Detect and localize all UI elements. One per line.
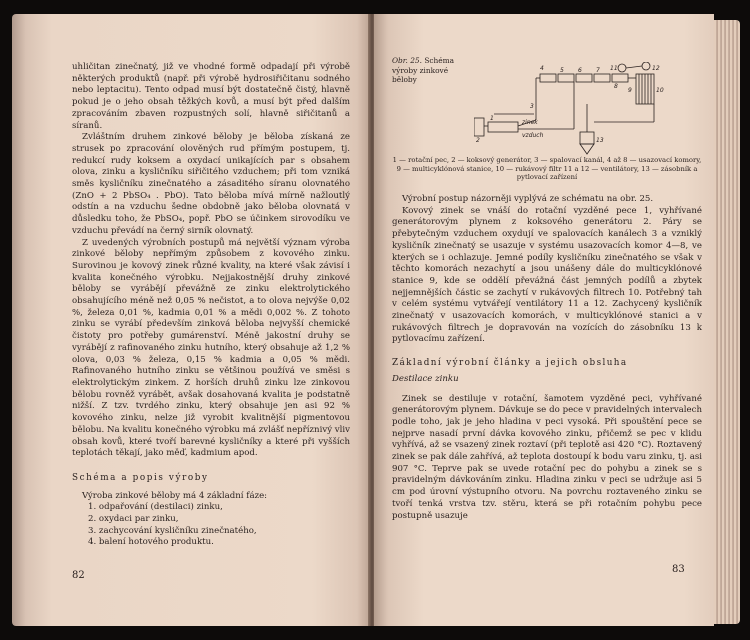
list-intro: Výroba zinkové běloby má 4 základní fáze:	[82, 490, 268, 501]
figure-caption	[392, 56, 462, 85]
section-heading: Schéma a popis výroby	[72, 472, 209, 483]
label-vzduch: vzduch	[522, 132, 544, 139]
label-4: 4	[540, 65, 544, 72]
coke-generator-2	[474, 118, 484, 136]
label-9: 9	[628, 87, 632, 94]
label-7: 7	[596, 67, 600, 74]
label-11: 11	[610, 65, 618, 72]
paragraph: Výrobní postup názorněji vyplývá ze schématu na obr. 25.	[402, 194, 654, 204]
fan-11	[618, 64, 626, 72]
label-6: 6	[578, 67, 582, 74]
figure-number: Obr. 25.	[392, 56, 422, 65]
label-10: 10	[656, 87, 664, 94]
right-text-block	[392, 194, 702, 522]
right-page	[374, 14, 714, 626]
phase-list	[72, 502, 350, 549]
list-item: 1. odpařování (destilaci) zinku,	[88, 502, 223, 513]
label-8: 8	[614, 83, 618, 90]
left-text-block	[72, 62, 350, 549]
page-number: 83	[672, 564, 685, 575]
process-diagram	[474, 62, 704, 162]
figure-legend: 1 — rotační pec, 2 — koksový generátor, 3 — spalovací kanál, 4 až 8 — usazovací komory, 9 — multicyklónová stanice, 10 — rukávový filtr 11 a 12 — ventilátory, 13 — zásobník a pytlovací zařízení	[392, 156, 702, 182]
fan-12	[642, 62, 650, 70]
paragraph: Kovový zinek se vnáší do rotační vyzděné pece 1, vyhřívané generátorovým plynem z koksového generátoru 2. Páry se přebytečným vzduchem oxydují ve spalovacích kanálech 3 a vzniklý kysličník zinečnatý se usazuje v systému usazovacích komor 4—8, ve kterých se i ochlazuje. Jemné podíly kysličníku zinečnatého se však v těchto komorách nezachytí a jsou unášeny dále do multicyklónové stanice 9, kde se oddělí převážná část jemných podílů a zbytek nejjemnějších částic se zachytí v rukávových filtrech 10. Potřebný tah v celém systému vytvářejí ventilátory 11 a 12. Zachycený kysličník zinečnatý v usazovacích komorách, v multicyklónové stanici a v rukávových filtrech je dopravován na vozících do zásobníku 13 k pytlovacímu zařízení.	[392, 205, 702, 345]
figure-title: Schéma výroby zinkové běloby	[392, 56, 455, 84]
label-2: 2	[476, 137, 480, 144]
settling-chamber-8	[612, 74, 628, 82]
paragraph: Zinek se destiluje v rotační, šamotem vyzděné peci, vyhřívané generátorovým plynem. Dávkuje se do pece v pravidelných intervalech podle toho, jak je jeho hladina v peci vysoká. Při spouštění pece se nejprve nasadí první dávka kovového zinku, přičemž se pec v klidu vyhřívá, až se vsazený zinek roztaví (při teplotě asi 420 °C). Roztavený zinek se pak dále zahřívá, až teplota dostoupí k bodu varu zinku, tj. asi 907 °C. Teprve pak se uvede rotační pec do pohybu a zinek se s pravidelným dávkováním zinku. Hladina zinku v peci se udržuje asi 5 cm pod úrovní výstupního otvoru. Na povrchu roztaveného zinku se tvoří tenká vrstva tzv. stěru, která se při rotačním pohybu pece postupně usazuje	[392, 393, 702, 521]
open-book	[12, 14, 740, 634]
settling-chamber-4	[540, 74, 556, 82]
label-5: 5	[560, 67, 564, 74]
label-1: 1	[490, 115, 494, 122]
paragraph: Z uvedených výrobních postupů má největší význam výroba zinkové běloby nepřímým způsobem z kovového zinku. Surovinou je kovový zinek různé kvality, na které však závisí i kvalita konečného výrobku. Nejjakostnější druhy zinkové běloby se vyrábějí převážně ze zinku elektrolytického obsahujícího méně než 0,05 % nečistot, a to olova nejvýše 0,02 %, železa 0,01 %, kadmia 0,01 % a mědi 0,002 %. Z tohoto zinku se vyrábí především zinková běloba nejvyšší chemické čistoty pro potřeby gumárenství. Méně jakostní druhy se vyrábějí z rafinovaného zinku hutního, který obsahuje až 1,2 % olova, 0,03 % železa, 0,15 % kadmia a 0,05 % mědi. Rafinovaného hutního zinku se většinou používá ve směsi s elektrolytickým zinkem. Z horších druhů zinku lze zinkovou bělobu rovněž vyrábět, avšak dosahovaná kvalita je podstatně nižší. Z tzv. tvrdého zinku, který obsahuje jen asi 92 % kovového zinku, nelze již vyrobit kvalitnější pigmentovou bělobu. Na kvalitu konečného výrobku má zvlášť nepříznivý vliv obsah kovů, které tvoří barevné kysličníky a které při vyšších teplotách těkají, jako měď, kadmium apod.	[72, 237, 350, 459]
list-item: 3. zachycování kysličníku zinečnatého,	[88, 525, 257, 536]
paragraph: Zvláštním druhem zinkové běloby je běloba získaná ze strusek po zpracování olověných rud přímým postupem, tj. redukcí rudy koksem a oxydací unikajících par s obsahem olova, zinku a kysličníku siřičitého vzduchem; při tom vzniká směs kysličníku zinečnatého a zásaditého síranu olovnatého (ZnO + 2 PbSO₄ . PbO). Tato běloba mívá mírně nažloutlý odstín a na vzduchu šedne obdobně jako běloba olovnatá v důsledku toho, že PbSO₄, popř. PbO se účinkem sirovodíku ve vzduchu převádí na černý sirník olovnatý.	[72, 132, 350, 236]
settling-chamber-7	[594, 74, 610, 82]
storage-bin-13	[580, 132, 594, 144]
label-12: 12	[652, 65, 660, 72]
subsection-heading: Destilace zinku	[392, 373, 459, 384]
label-13: 13	[596, 137, 604, 144]
list-item: 2. oxydaci par zinku,	[88, 514, 179, 525]
paragraph: uhličitan zinečnatý, již ve vhodné formě odpadají při výrobě některých produktů (např. při výrobě hydrosiřičitanu sodného nebo leptacitu). Tento odpad musí být dostatečně čistý, hlavně pokud je o jeho obsah těžkých kovů, a musí být před dalším zpracováním zbaven rozpustných solí, hlavně siřičitanů a síranů.	[72, 62, 350, 131]
page-number: 82	[72, 570, 85, 581]
section-heading: Základní výrobní články a jejich obsluha	[392, 358, 628, 369]
rotary-furnace-1	[488, 122, 518, 132]
label-zinek: zinek	[522, 119, 538, 126]
list-item: 4. balení hotového produktu.	[88, 537, 214, 548]
page-edges	[714, 20, 740, 624]
left-page	[12, 14, 370, 626]
settling-chamber-5	[558, 74, 574, 82]
label-3: 3	[530, 103, 534, 110]
settling-chamber-6	[576, 74, 592, 82]
